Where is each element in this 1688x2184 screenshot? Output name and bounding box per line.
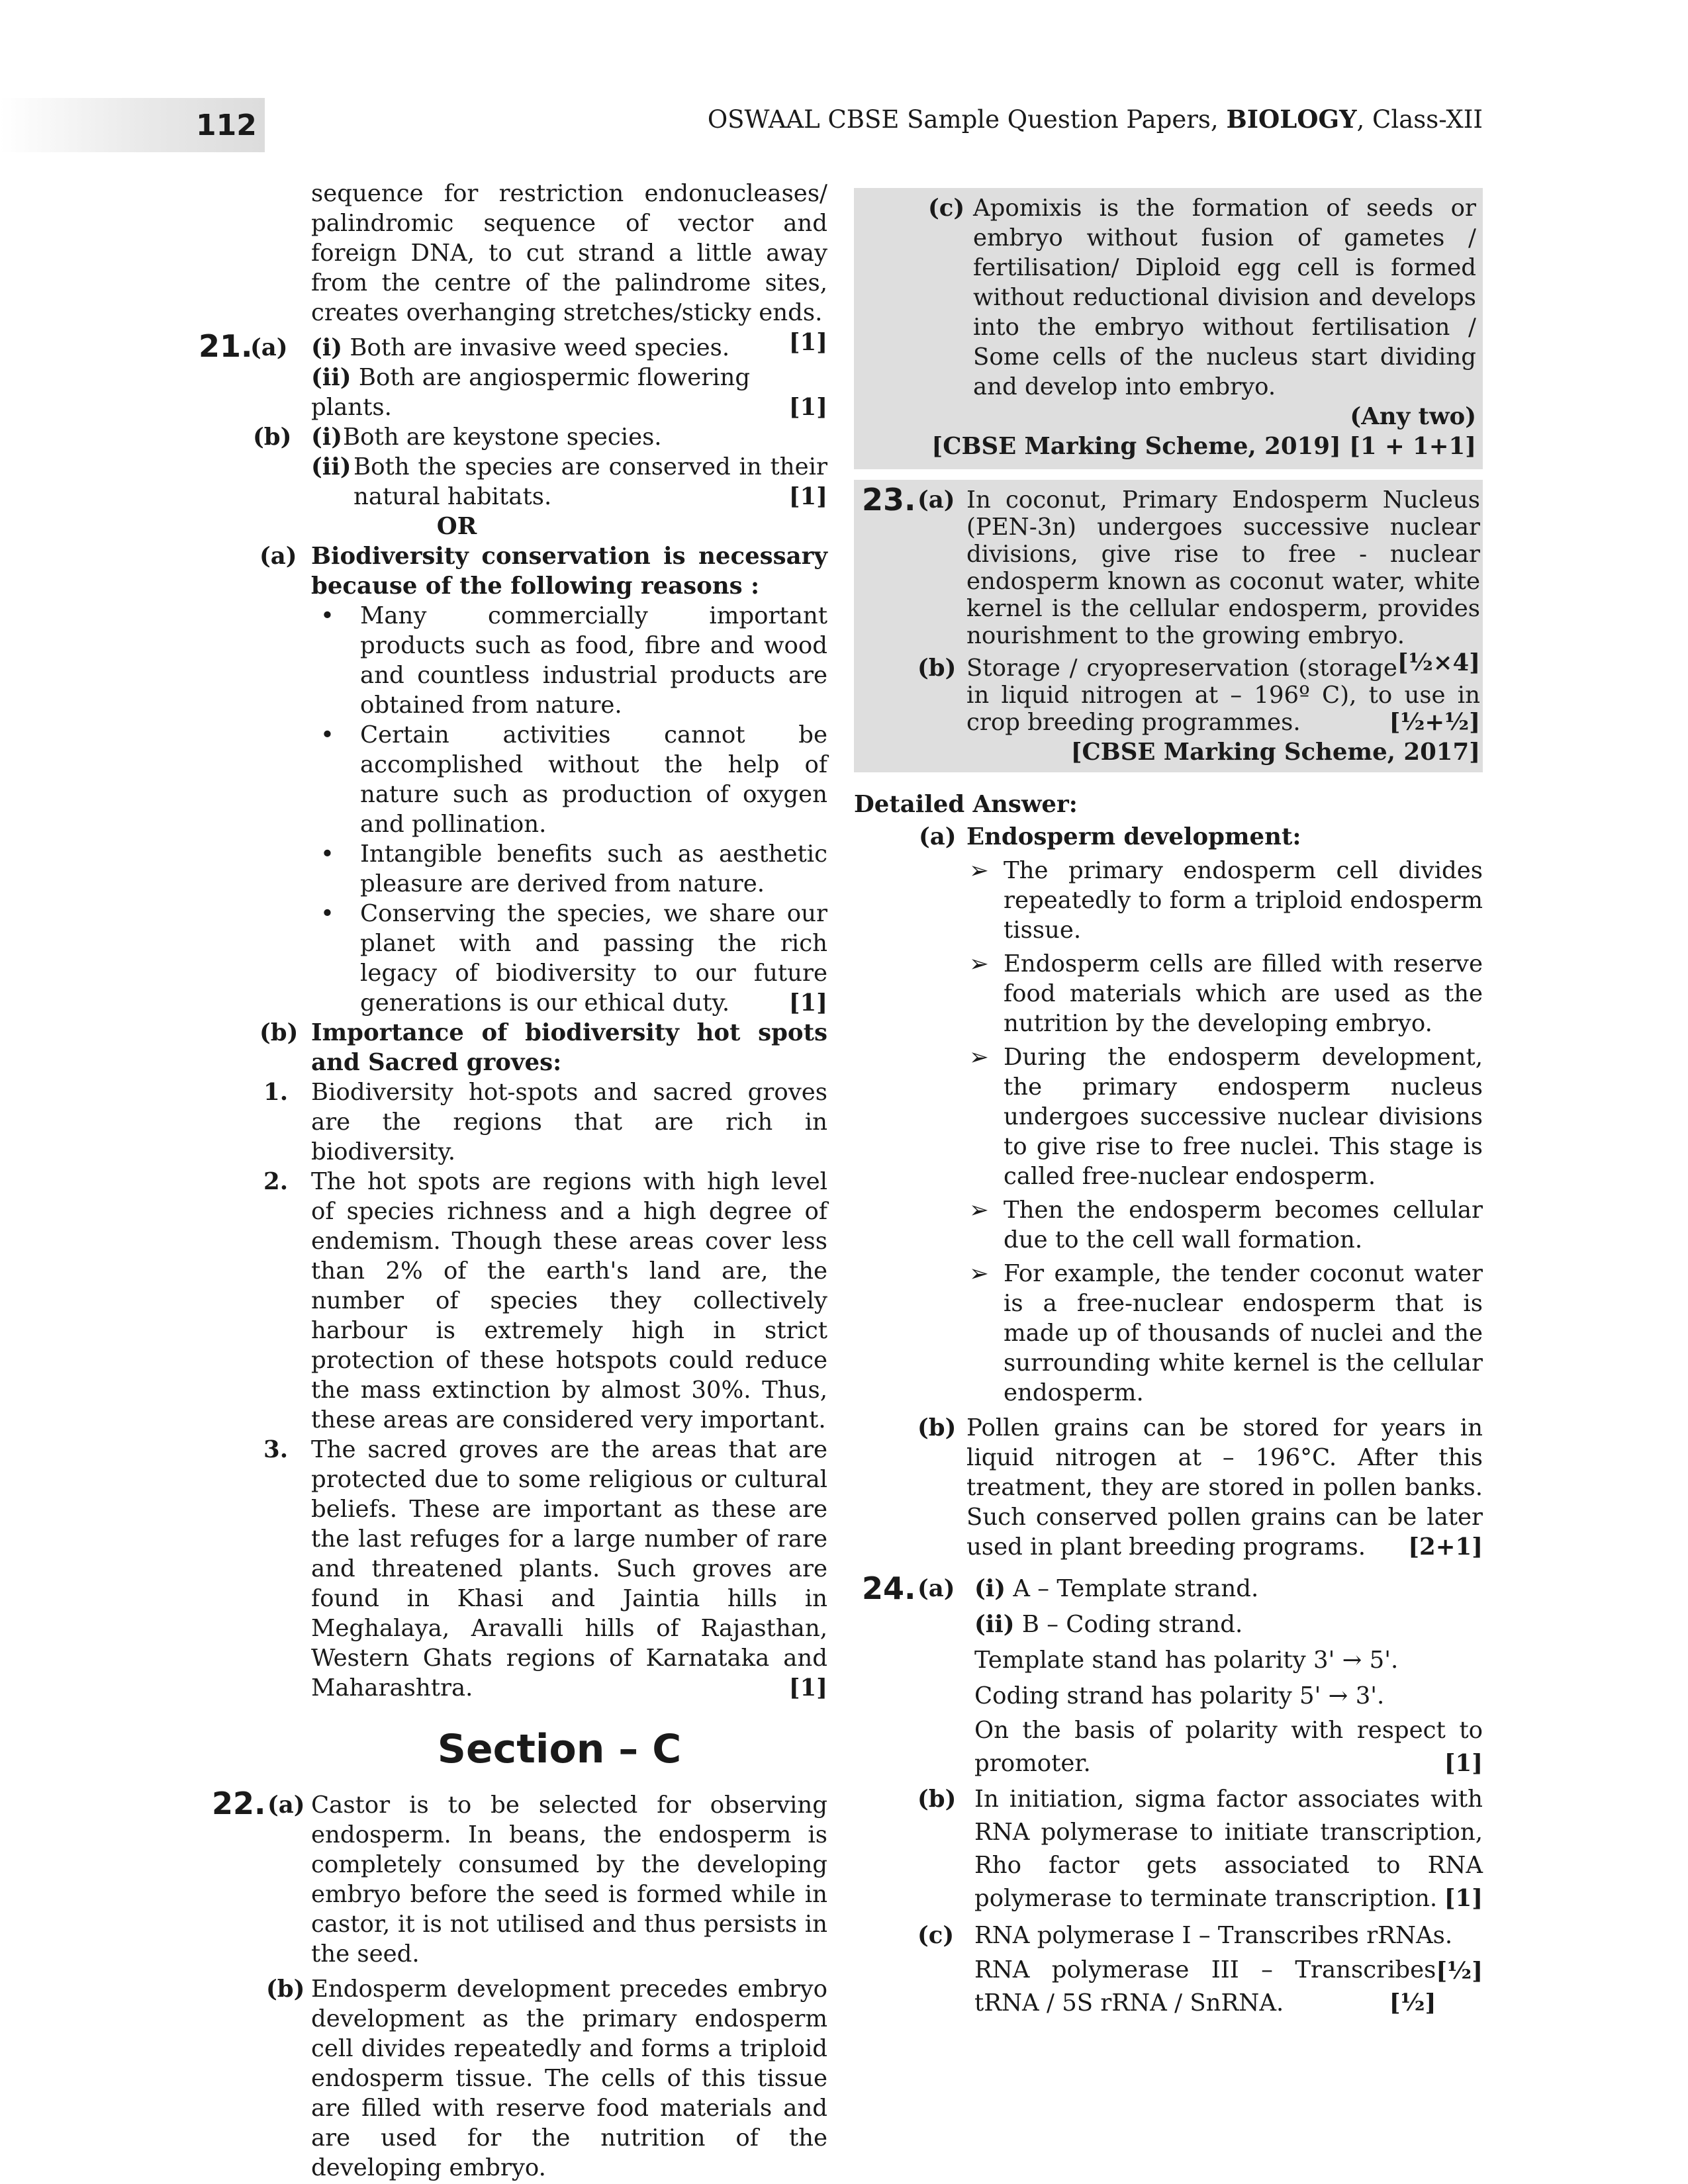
part-label: (a) bbox=[267, 1792, 305, 1819]
part-label: (a) bbox=[259, 543, 297, 570]
bullet-text: Many commercially important products such as food, fibre and wood and countless industrial products are obtained from nature. bbox=[360, 602, 827, 719]
right-column bbox=[854, 188, 1483, 2020]
template-polarity: Template stand has polarity 3' → 5'. bbox=[974, 1647, 1399, 1674]
list-item bbox=[854, 856, 1483, 945]
pollen-text: Pollen grains can be stored for years in liquid nitrogen at – 196°C. After this treatment, they are stored in pollen banks. Such conserved pollen grains can be later used in plant breeding programs. bbox=[966, 1414, 1483, 1561]
q22-c-text: Apomixis is the formation of seeds or embryo without fusion of gametes / fertilisation/ Diploid egg cell is formed without reductional division and develops into the embryo without fertilisation / Some cells of the nucleus start dividing and develop into embryo. bbox=[973, 195, 1476, 400]
list-item bbox=[199, 839, 827, 899]
q21-a-i bbox=[199, 328, 827, 364]
list-item bbox=[199, 899, 827, 1018]
arrow-bullet-icon: ➢ bbox=[969, 1044, 989, 1071]
part-label: (b) bbox=[917, 655, 957, 682]
q24-a-i bbox=[854, 1571, 1483, 1607]
q24-c-2 bbox=[854, 1954, 1483, 2020]
endosperm-heading bbox=[854, 822, 1483, 852]
q21-b-ii-text: Both the species are conserved in their natural habitats. bbox=[353, 453, 827, 510]
item-number: 2. bbox=[263, 1168, 289, 1195]
list-item-text: Endosperm cells are filled with reserve food materials which are used as the nutrition by the developing embryo. bbox=[1004, 950, 1483, 1037]
item-number: 3. bbox=[263, 1436, 289, 1463]
q24-b bbox=[854, 1783, 1483, 1915]
q21-or-b-heading-text: Importance of biodiversity hot spots and Sacred groves: bbox=[311, 1019, 827, 1076]
q21-number: 21. bbox=[199, 328, 253, 364]
q23-b-text: Storage / cryopreservation (storage in liquid nitrogen at – 196º C), to use in crop breeding programmes. bbox=[966, 655, 1480, 736]
q21-a-i-text: Both are invasive weed species. bbox=[350, 334, 730, 361]
marking-scheme-source: [CBSE Marking Scheme, 2019] [1 + 1+1] bbox=[931, 433, 1476, 460]
mark: [1] bbox=[1444, 1885, 1483, 1912]
list-item-text: The primary endosperm cell divides repeatedly to form a triploid endosperm tissue. bbox=[1004, 857, 1483, 944]
part-label: (a) bbox=[919, 823, 957, 850]
marking-scheme-source: [CBSE Marking Scheme, 2017] bbox=[1070, 739, 1480, 766]
or-separator: OR bbox=[436, 513, 477, 540]
q24-c-2-text: RNA polymerase III – Transcribes tRNA / 5S rRNA / SnRNA. bbox=[974, 1956, 1436, 2017]
q24-c-1-text: RNA polymerase I – Transcribes rRNAs. bbox=[974, 1922, 1453, 1949]
q23-number: 23. bbox=[862, 482, 916, 518]
q22-b bbox=[199, 1974, 827, 2183]
list-item bbox=[854, 1259, 1483, 1408]
section-title: Section – C bbox=[437, 1726, 682, 1772]
mark: [1] bbox=[788, 1674, 827, 1702]
numbered-item bbox=[199, 1077, 827, 1167]
q24-a-ii-text: B – Coding strand. bbox=[1021, 1611, 1243, 1638]
arrow-bullet-icon: ➢ bbox=[969, 1197, 989, 1224]
mark: [1] bbox=[788, 483, 827, 510]
mark: [1] bbox=[788, 329, 827, 356]
polarity-basis bbox=[854, 1714, 1483, 1780]
numbered-item bbox=[199, 1435, 827, 1703]
q22-b-text: Endosperm development precedes embryo development as the primary endosperm cell divides repeatedly and forms a triploid endosperm tissue. The cells of this tissue are filled with reserve food materials and are used for the nutrition of the developing embryo. bbox=[311, 1976, 827, 2181]
numbered-item-text: The hot spots are regions with high level of species richness and a high degree of endemism. Though these areas cover less than 2% of the earth's land are, the number of species they collectively harbour is extremely high in strict protection of these hotspots could reduce the mass extinction by almost 30%. Thus, these areas are considered very important. bbox=[311, 1168, 827, 1433]
any-two-note: (Any two) bbox=[1350, 403, 1476, 430]
q24-a-i-text: A – Template strand. bbox=[1013, 1575, 1259, 1602]
bullet-text: Intangible benefits such as aesthetic pleasure are derived from nature. bbox=[360, 841, 827, 897]
q24-b-text: In initiation, sigma factor associates with RNA polymerase to initiate transcription, Rho factor gets associated to RNA polymerase to terminate transcription. bbox=[974, 1786, 1483, 1912]
numbered-item bbox=[199, 1167, 827, 1435]
mark: [2+1] bbox=[1408, 1533, 1483, 1561]
left-column bbox=[199, 179, 827, 2183]
sub-label: (i) bbox=[974, 1575, 1006, 1602]
marking-scheme-box-q22c bbox=[854, 188, 1483, 469]
q24-number: 24. bbox=[862, 1570, 916, 1606]
bullet: • bbox=[320, 721, 334, 749]
mark: [½+½] bbox=[1389, 709, 1480, 736]
q22-c bbox=[854, 193, 1476, 402]
q23-a-text: In coconut, Primary Endosperm Nucleus (PEN-3n) undergoes successive nuclear divisions, give rise to free - nuclear endosperm known as coconut water, white kernel is the cellular endosperm, provides nourishment to the growing embryo. bbox=[966, 486, 1480, 649]
q24-a-ii bbox=[854, 1607, 1483, 1643]
q21-or-b-heading bbox=[199, 1018, 827, 1077]
mark: [½] bbox=[1389, 1989, 1436, 2017]
part-label: (a) bbox=[917, 1575, 955, 1602]
q20-tail-text: sequence for restriction endonucleases/ palindromic sequence of vector and foreign DNA, to cut strand a little away from the centre of the palindrome sites, creates overhanging stretches/sticky ends. bbox=[311, 180, 827, 326]
sub-label: (i) bbox=[311, 334, 343, 361]
sub-label: (i) bbox=[311, 424, 343, 451]
q22-number: 22. bbox=[212, 1786, 266, 1821]
endosperm-heading-text: Endosperm development: bbox=[966, 823, 1301, 850]
list-item-text: For example, the tender coconut water is a free-nuclear endosperm that is made up of thousands of nuclei and the surrounding white kernel is the cellular endosperm. bbox=[1004, 1260, 1483, 1406]
part-label: (a) bbox=[917, 486, 955, 514]
mark: [1] bbox=[1444, 1750, 1483, 1777]
sub-label: (ii) bbox=[311, 453, 352, 480]
numbered-item-text: Biodiversity hot-spots and sacred groves are the regions that are rich in biodiversity. bbox=[311, 1079, 827, 1165]
mark: [½] bbox=[1436, 1958, 1483, 1985]
q21-or-a-heading-text: Biodiversity conservation is necessary because of the following reasons : bbox=[311, 543, 827, 600]
list-item-text: Then the endosperm becomes cellular due to the cell wall formation. bbox=[1004, 1197, 1483, 1253]
coding-polarity: Coding strand has polarity 5' → 3'. bbox=[974, 1682, 1385, 1709]
q23-b bbox=[854, 655, 1480, 736]
pollen-answer bbox=[854, 1413, 1483, 1562]
header-subject: BIOLOGY bbox=[1226, 105, 1357, 134]
q21-a-ii-text: Both are angiospermic flowering plants. bbox=[311, 364, 751, 421]
q21-b-ii bbox=[199, 452, 827, 512]
q21-a-ii bbox=[199, 363, 827, 422]
q21-b-i-text: Both are keystone species. bbox=[343, 424, 662, 451]
mark: [1] bbox=[788, 989, 827, 1017]
mark: [1] bbox=[788, 394, 827, 421]
arrow-bullet-icon: ➢ bbox=[969, 857, 989, 884]
bullet: • bbox=[320, 900, 334, 927]
list-item bbox=[199, 601, 827, 720]
q22-a-text: Castor is to be selected for observing endosperm. In beans, the endosperm is completely consumed by the developing embryo before the seed is formed while in castor, it is not utilised and thus persists in the seed. bbox=[311, 1792, 827, 1968]
list-item-text: During the endosperm development, the primary endosperm nucleus undergoes successive nuclear divisions to give rise to free nuclei. This stage is called free-nuclear endosperm. bbox=[1004, 1044, 1483, 1190]
part-label: (a) bbox=[250, 334, 288, 361]
part-label: (b) bbox=[259, 1019, 299, 1046]
header-title-suffix: , Class-XII bbox=[1356, 105, 1483, 134]
q21-or-a-heading bbox=[199, 541, 827, 601]
bullet: • bbox=[320, 841, 334, 868]
arrow-bullet-icon: ➢ bbox=[969, 1260, 989, 1287]
bullet-text: Certain activities cannot be accomplished without the help of nature such as production of oxygen and pollination. bbox=[360, 721, 827, 838]
list-item bbox=[854, 1195, 1483, 1255]
q24-c-1 bbox=[854, 1918, 1483, 1985]
bullet: • bbox=[320, 602, 334, 629]
header-title-prefix: OSWAAL CBSE Sample Question Papers, bbox=[707, 105, 1227, 134]
list-item bbox=[199, 720, 827, 839]
numbered-item-text: The sacred groves are the areas that are protected due to some religious or cultural beliefs. These are important as these are the last refuges for a large number of rare and threatened plants. Such groves are found in Khasi and Jaintia hills in Meghalaya, Aravalli hills of Rajasthan, Western Ghats regions of Karnataka and Maharashtra. bbox=[311, 1436, 827, 1702]
list-item bbox=[854, 1042, 1483, 1191]
page-number: 112 bbox=[196, 109, 257, 142]
q22-a bbox=[199, 1786, 827, 1969]
part-label: (b) bbox=[917, 1786, 957, 1813]
detailed-answer-heading: Detailed Answer: bbox=[854, 791, 1078, 818]
part-label: (c) bbox=[917, 1922, 955, 1949]
part-label: (b) bbox=[266, 1976, 305, 2003]
sub-label: (ii) bbox=[974, 1611, 1015, 1638]
running-header bbox=[708, 101, 1483, 138]
polarity-basis-text: On the basis of polarity with respect to promoter. bbox=[974, 1717, 1483, 1777]
part-label: (b) bbox=[917, 1414, 957, 1441]
part-label: (b) bbox=[253, 424, 292, 451]
bullet-text: Conserving the species, we share our planet with and passing the rich legacy of biodiversity to our future generations is our ethical duty. bbox=[360, 900, 827, 1017]
mark: [½×4] bbox=[1397, 649, 1480, 676]
marking-scheme-box-q23 bbox=[854, 480, 1483, 772]
sub-label: (ii) bbox=[311, 364, 352, 391]
list-item bbox=[854, 949, 1483, 1038]
arrow-bullet-icon: ➢ bbox=[969, 950, 989, 978]
part-label: (c) bbox=[928, 195, 965, 222]
q23-a bbox=[854, 482, 1480, 676]
item-number: 1. bbox=[263, 1079, 289, 1106]
q21-b-i bbox=[199, 422, 827, 452]
